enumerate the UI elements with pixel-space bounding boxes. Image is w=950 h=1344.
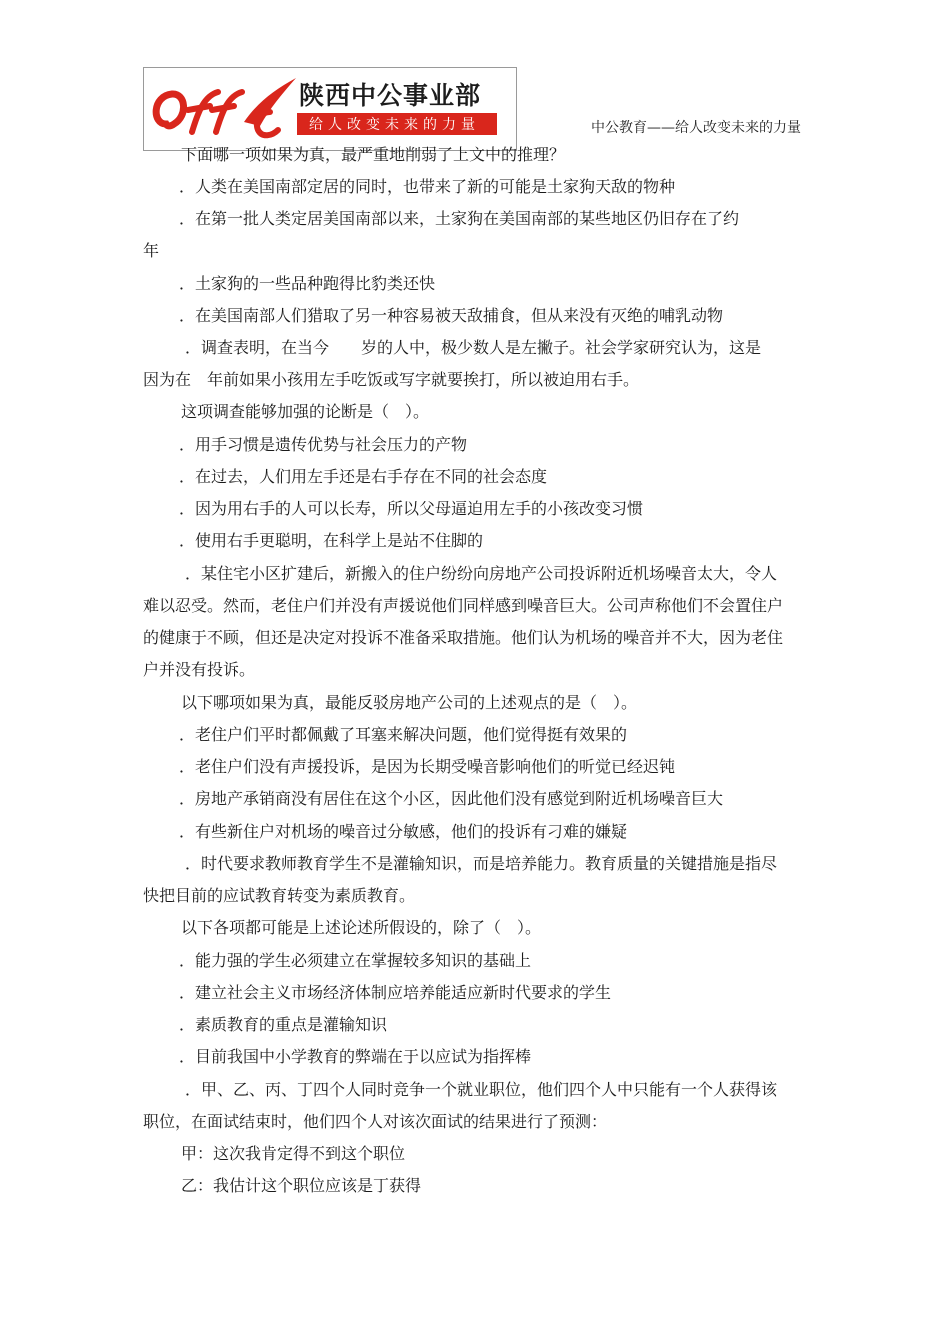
option: ．能力强的学生必须建立在掌握较多知识的基础上 xyxy=(179,951,532,970)
question-prompt: 这项调查能够加强的论断是（ ）。 xyxy=(181,402,430,421)
option: ．土家狗的一些品种跑得比豹类还快 xyxy=(179,274,436,293)
header-tagline: 中公教育——给人改变未来的力量 xyxy=(591,120,801,136)
question-prompt: 以下哪项如果为真，最能反驳房地产公司的上述观点的是（ ）。 xyxy=(181,693,638,712)
question-stem-cont: 户并没有投诉。 xyxy=(143,660,256,679)
question-prompt: 下面哪一项如果为真，最严重地削弱了上文中的推理？ xyxy=(181,145,566,164)
option: ．使用右手更聪明，在科学上是站不住脚的 xyxy=(179,531,484,550)
question-stem: ．甲、乙、丙、丁四个人同时竞争一个就业职位，他们四个人中只能有一个人获得该 xyxy=(185,1080,778,1099)
question-stem-cont: 职位，在面试结束时，他们四个人对该次面试的结果进行了预测： xyxy=(143,1112,608,1131)
question-stem-cont: 难以忍受。然而，老住户们并没有声援说他们同样感到噪音巨大。公司声称他们不会置住户 xyxy=(143,596,784,615)
logo-title: 陕西中公事业部 xyxy=(299,81,482,110)
option-continuation: 年 xyxy=(143,241,160,260)
option: ．在过去，人们用左手还是右手存在不同的社会态度 xyxy=(179,467,548,486)
option: ．素质教育的重点是灌输知识 xyxy=(179,1015,388,1034)
question-stem: ．时代要求教师教育学生不是灌输知识，而是培养能力。教育质量的关键措施是指尽 xyxy=(185,854,778,873)
question-prompt: 以下各项都可能是上述论述所假设的，除了（ ）。 xyxy=(181,918,542,937)
option: ．目前我国中小学教育的弊端在于以应试为指挥棒 xyxy=(179,1047,532,1066)
option: ．房地产承销商没有居住在这个小区，因此他们没有感觉到附近机场噪音巨大 xyxy=(179,789,724,808)
question-stem: ．调查表明，在当今 岁的人中，极少数人是左撇子。社会学家研究认为，这是 xyxy=(185,338,762,357)
option: ．在美国南部人们猎取了另一种容易被天敌捕食，但从来没有灭绝的哺乳动物 xyxy=(179,306,724,325)
logo xyxy=(143,67,517,151)
question-stem-cont: 快把目前的应试教育转变为素质教育。 xyxy=(143,886,416,905)
option: ．有些新住户对机场的噪音过分敏感，他们的投诉有刁难的嫌疑 xyxy=(179,822,628,841)
statement: 甲：这次我肯定得不到这个职位 xyxy=(181,1144,406,1163)
option: ．老住户们平时都佩戴了耳塞来解决问题，他们觉得挺有效果的 xyxy=(179,725,628,744)
question-stem-cont: 的健康于不顾，但还是决定对投诉不准备采取措施。他们认为机场的噪音并不大，因为老住 xyxy=(143,628,784,647)
option: ．在第一批人类定居美国南部以来，土家狗在美国南部的某些地区仍旧存在了约 xyxy=(179,209,740,228)
option: ．用手习惯是遗传优势与社会压力的产物 xyxy=(179,435,468,454)
logo-slogan: 给人改变未来的力量 xyxy=(309,117,480,133)
question-stem-cont: 因为在 年前如果小孩用左手吃饭或写字就要挨打，所以被迫用右手。 xyxy=(143,370,640,389)
statement: 乙：我估计这个职位应该是丁获得 xyxy=(181,1176,422,1195)
offcn-logo-icon xyxy=(148,72,298,146)
option: ．建立社会主义市场经济体制应培养能适应新时代要求的学生 xyxy=(179,983,612,1002)
option: ．人类在美国南部定居的同时，也带来了新的可能是土家狗天敌的物种 xyxy=(179,177,676,196)
question-stem: ．某住宅小区扩建后，新搬入的住户纷纷向房地产公司投诉附近机场噪音太大，令人 xyxy=(185,564,778,583)
option: ．老住户们没有声援投诉，是因为长期受噪音影响他们的听觉已经迟钝 xyxy=(179,757,676,776)
option: ．因为用右手的人可以长寿，所以父母逼迫用左手的小孩改变习惯 xyxy=(179,499,644,518)
